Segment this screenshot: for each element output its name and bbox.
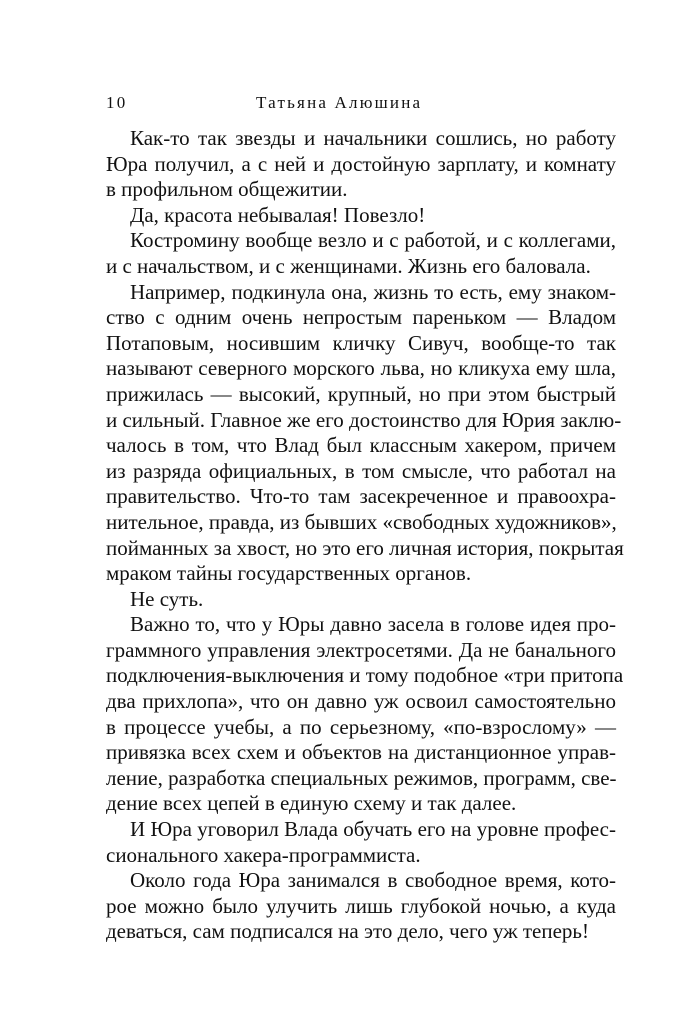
text-line: Юра получил, а с ней и достойную зарплату, и комнату [106, 151, 616, 176]
text-line: из разряда официальных, в том смысле, что работал на [106, 458, 616, 483]
text-line: деваться, сам подписался на это дело, чего уж теперь! [106, 919, 589, 944]
text-line: Как-то так звезды и начальники сошлись, но работу [130, 126, 616, 150]
paragraph [106, 228, 616, 279]
text-line: мраком тайны государственных органов. [106, 561, 472, 586]
text-line: Например, подкинула она, жизнь то есть, ему знаком- [130, 279, 616, 304]
text-line: сионального хакера-программиста. [106, 842, 421, 867]
text-line: два прихлопа», что он давно уж освоил самостоятельно [106, 689, 616, 714]
paragraph [106, 817, 616, 868]
running-header [106, 90, 616, 116]
text-line: рое можно было улучить лишь глубокой ночью, а куда [106, 893, 616, 918]
text-line: в процессе учебы, а по серьезному, «по-взрослому» — [106, 714, 616, 739]
text-line: называют северного морского льва, но кликуха ему шла, [106, 356, 616, 381]
text-line: чалось в том, что Влад был классным хакером, причем [106, 433, 616, 458]
text-line: нительное, правда, из бывших «свободных художников», [106, 509, 617, 534]
body-text [106, 126, 624, 945]
text-line: Около года Юра занимался в свободное время, кото- [130, 868, 616, 893]
paragraph [106, 203, 616, 229]
header-author: Татьяна Алюшина [256, 93, 423, 112]
text-line: и с начальством, и с женщинами. Жизнь его баловала. [106, 253, 591, 278]
paragraph [106, 612, 624, 817]
text-line: дение всех цепей в единую схему и так далее. [106, 791, 517, 816]
text-line: Важно то, что у Юры давно засела в голове идея про- [130, 612, 616, 637]
text-line: Не суть. [130, 586, 204, 611]
page-number: 10 [106, 93, 128, 112]
text-line: пойманных за хвост, но это его личная история, покрытая [106, 535, 624, 560]
paragraph [106, 126, 616, 203]
paragraph [106, 868, 616, 945]
text-line: подключения-выключения и тому подобное «три притопа [106, 663, 624, 688]
text-line: Костромину вообще везло и с работой, и с коллегами, [130, 228, 616, 253]
text-line: И Юра уговорил Влада обучать его на уровне профес- [130, 817, 616, 842]
text-line: правительство. Что-то там засекреченное и правоохра- [106, 484, 616, 509]
text-line: прижилась — высокий, крупный, но при этом быстрый [106, 381, 616, 406]
paragraph [106, 279, 624, 587]
text-line: граммного управления электросетями. Да не банального [106, 637, 616, 662]
paragraph [106, 587, 616, 613]
text-line: ство с одним очень непростым пареньком — Владом [106, 305, 616, 330]
text-line: Потаповым, носившим кличку Сивуч, вообще-то так [106, 330, 616, 355]
text-line: ление, разработка специальных режимов, программ, све- [106, 765, 617, 790]
book-page [106, 0, 624, 1033]
text-line: и сильный. Главное же его достоинство для Юрия заклю- [106, 407, 622, 432]
text-line: привязка всех схем и объектов на дистанционное управ- [106, 740, 616, 765]
text-line: в профильном общежитии. [106, 177, 348, 202]
text-line: Да, красота небывалая! Повезло! [130, 202, 426, 227]
